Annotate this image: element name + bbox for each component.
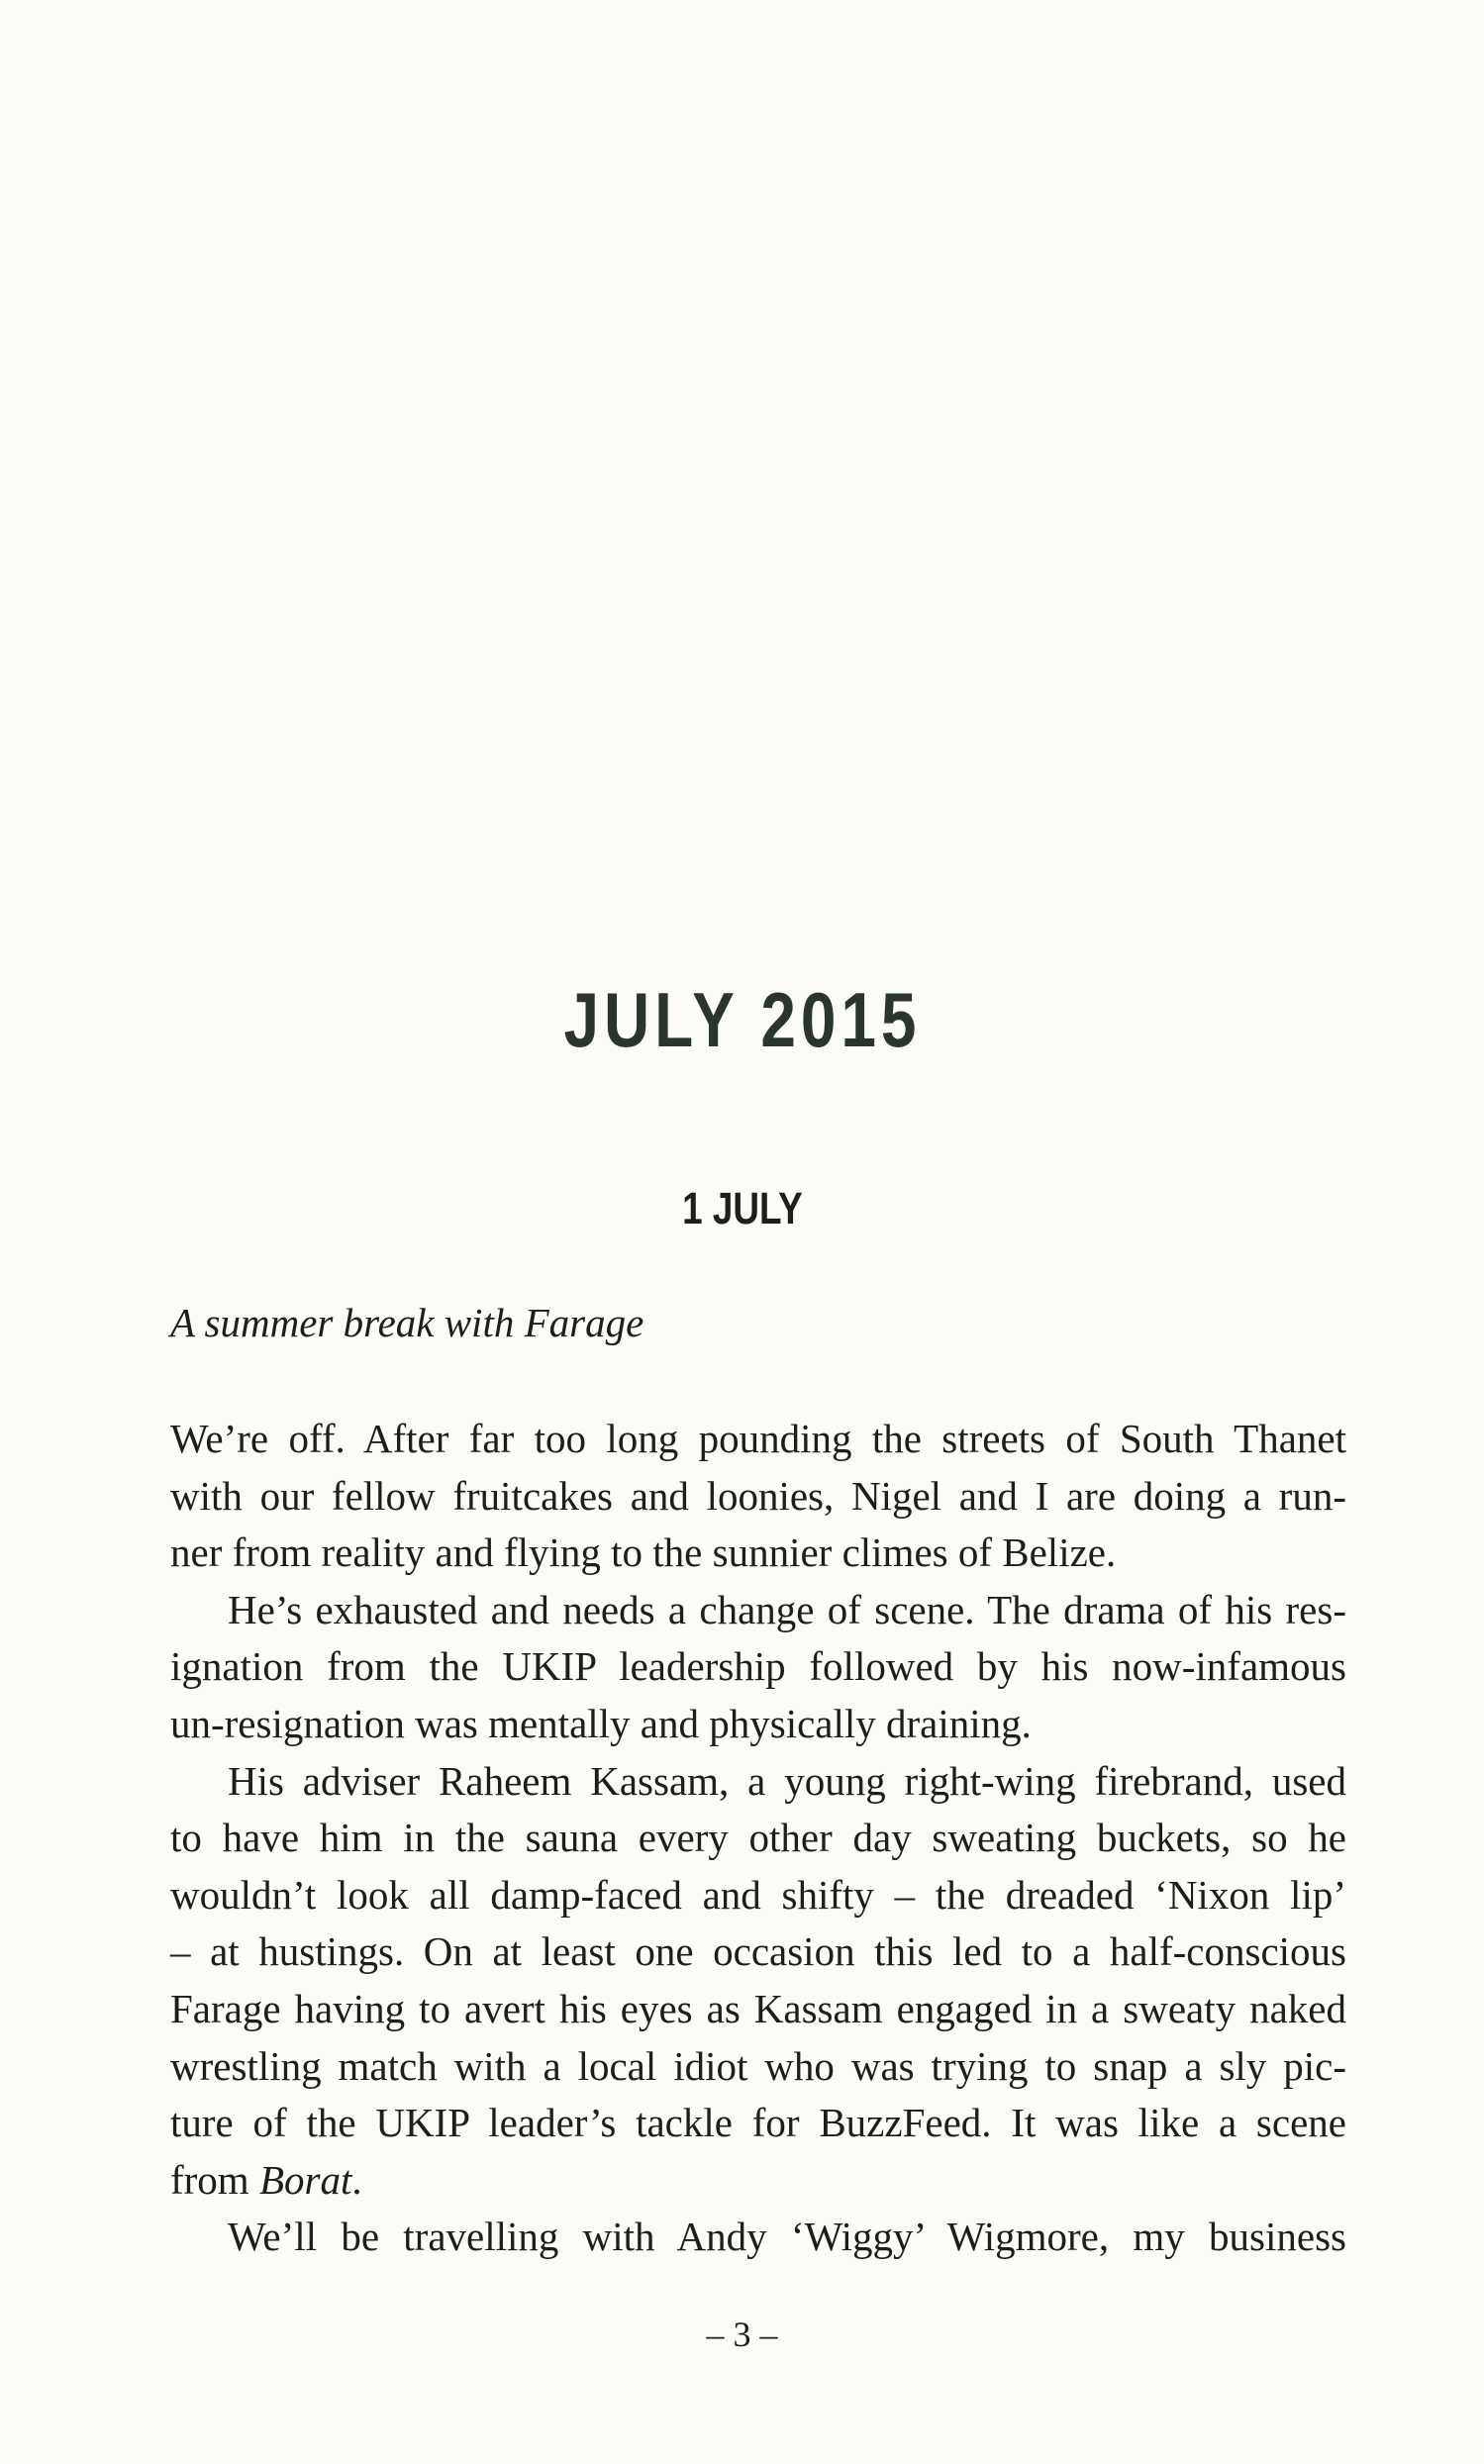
text-fragment: . bbox=[351, 2156, 362, 2203]
entry-date: 1 JULY bbox=[682, 1183, 803, 1233]
chapter-title: JULY 2015 bbox=[563, 976, 922, 1063]
text-line: to have him in the sauna every other day sweating buckets, so he bbox=[170, 1815, 1346, 1861]
text-line: His adviser Raheem Kassam, a young right-wing firebrand, used bbox=[228, 1757, 1346, 1804]
italic-title: Borat bbox=[258, 2156, 352, 2203]
text-line: ture of the UKIP leader’s tackle for BuzzFeed. It was like a scene bbox=[170, 2100, 1346, 2146]
text-line: ignation from the UKIP leadership followed by his now-infamous bbox=[170, 1643, 1346, 1690]
text-fragment: from bbox=[170, 2156, 259, 2203]
text-line: un-resignation was mentally and physically draining. bbox=[170, 1700, 1032, 1746]
body-text bbox=[170, 1411, 1346, 2266]
text-line: wouldn’t look all damp-faced and shifty – the dreaded ‘Nixon lip’ bbox=[170, 1871, 1346, 1918]
text-line: ner from reality and flying to the sunnier climes of Belize. bbox=[170, 1529, 1117, 1576]
text-line: wrestling match with a local idiot who was trying to snap a sly pic- bbox=[170, 2042, 1346, 2089]
text-line: We’re off. After far too long pounding the streets of South Thanet bbox=[170, 1416, 1346, 1461]
text-line: Farage having to avert his eyes as Kassam engaged in a sweaty naked bbox=[170, 1985, 1346, 2031]
text-line: – at hustings. On at least one occasion this led to a half-conscious bbox=[170, 1928, 1346, 1975]
text-line: with our fellow fruitcakes and loonies, Nigel and I are doing a run- bbox=[170, 1472, 1346, 1519]
text-line: He’s exhausted and needs a change of scene. The drama of his res- bbox=[228, 1586, 1346, 1632]
text-line: We’ll be travelling with Andy ‘Wiggy’ Wigmore, my business bbox=[228, 2214, 1346, 2260]
page-number: – 3 – bbox=[706, 2315, 778, 2354]
entry-subtitle: A summer break with Farage bbox=[170, 1300, 644, 1345]
text-line bbox=[170, 2152, 1346, 2210]
